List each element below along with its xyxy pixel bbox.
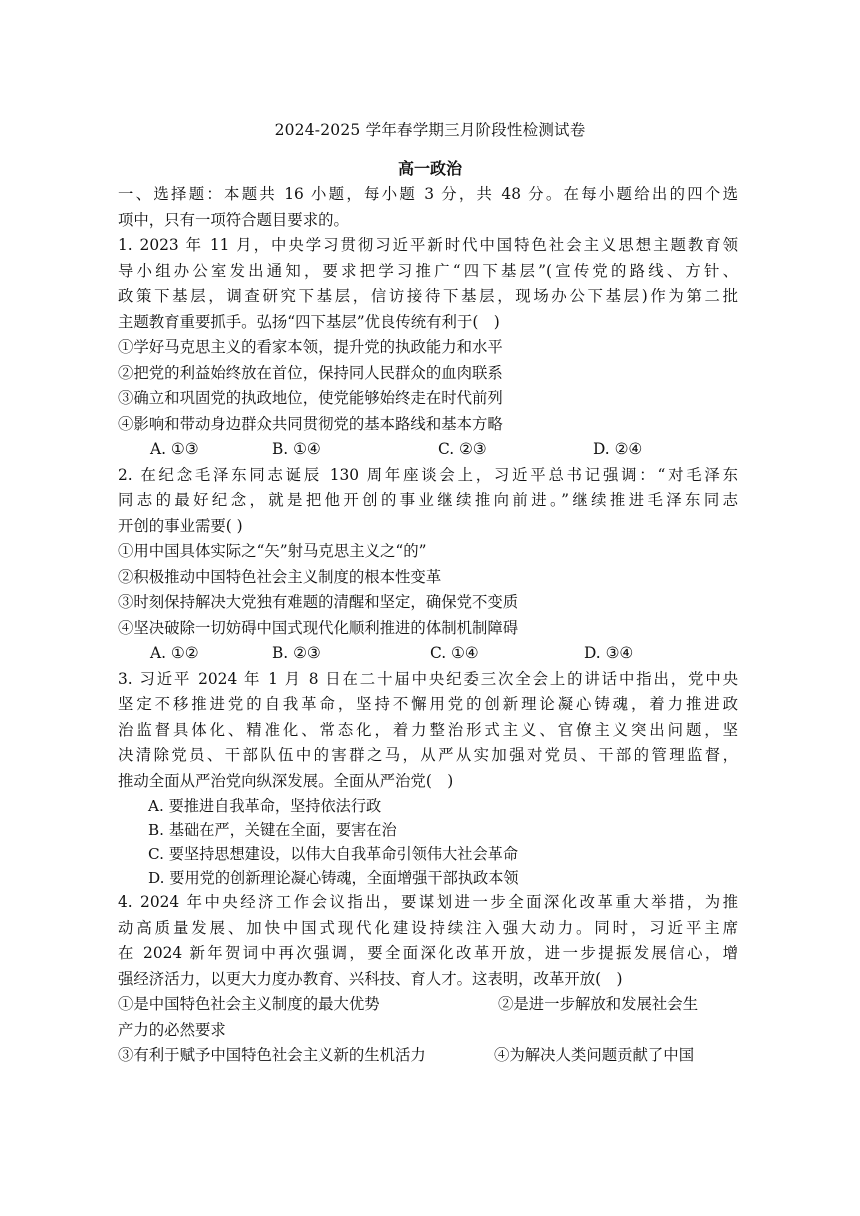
exam-content bbox=[118, 182, 738, 1069]
question-3-stem-line: 治监督具体化、精准化、常态化，着力整治形式主义、官僚主义突出问题，坚 bbox=[118, 720, 738, 739]
question-4-statement: ③有利于赋予中国特色社会主义新的生机活力 bbox=[118, 1046, 426, 1064]
question-4-statement-continued: 产力的必然要求 bbox=[118, 1020, 226, 1039]
question-1-statement: ①学好马克思主义的看家本领，提升党的执政能力和水平 bbox=[118, 338, 503, 356]
question-2-statement: ④坚决破除一切妨碍中国式现代化顺利推进的体制机制障碍 bbox=[118, 618, 519, 637]
question-2-stem-line: 开创的事业需要( ) bbox=[118, 516, 243, 535]
question-2-statement: ①用中国具体实际之“矢”射马克思主义之“的” bbox=[118, 542, 427, 560]
question-1-statement: ④影响和带动身边群众共同贯彻党的基本路线和基本方略 bbox=[118, 414, 503, 433]
question-1-stem-line: 政策下基层，调查研究下基层，信访接待下基层，现场办公下基层)作为第二批 bbox=[118, 287, 738, 305]
question-3-stem-line: 3. 习近平 2024 年 1 月 8 日在二十届中央纪委三次全会上的讲话中指出，党中央 bbox=[118, 669, 738, 688]
question-4-statement: ①是中国特色社会主义制度的最大优势 bbox=[118, 995, 380, 1013]
question-2-statement: ②积极推动中国特色社会主义制度的根本性变革 bbox=[118, 567, 442, 586]
exam-title: 2024-2025 学年春学期三月阶段性检测试卷 bbox=[274, 121, 586, 139]
question-2-stem-line: 2. 在纪念毛泽东同志诞辰 130 周年座谈会上，习近平总书记强调：“对毛泽东 bbox=[118, 465, 738, 484]
option-d: D. ③④ bbox=[584, 644, 634, 662]
option-b: B. 基础在严，关键在全面，要害在治 bbox=[148, 821, 397, 839]
option-c: C. 要坚持思想建设，以伟大自我革命引领伟大社会革命 bbox=[148, 845, 519, 863]
question-4-statement: ②是进一步解放和发展社会生 bbox=[498, 995, 699, 1013]
question-2-stem-line: 同志的最好纪念，就是把他开创的事业继续推向前进。”继续推进毛泽东同志 bbox=[118, 491, 738, 509]
question-1-stem-line: 主题教育重要抓手。弘扬“四下基层”优良传统有利于( ) bbox=[118, 312, 500, 331]
question-3-stem-line: 坚定不移推进党的自我革命，坚持不懈用党的创新理论凝心铸魂，着力推进政 bbox=[118, 695, 738, 713]
question-3-stem-line: 推动全面从严治党向纵深发展。全面从严治党( ) bbox=[118, 771, 454, 790]
section-instructions-line: 项中，只有一项符合题目要求的。 bbox=[118, 210, 349, 229]
section-instructions-line: 一、选择题：本题共 16 小题，每小题 3 分，共 48 分。在每小题给出的四个选 bbox=[118, 185, 738, 203]
question-4-stem-line: 强经济活力，以更大力度办教育、兴科技、育人才。这表明，改革开放( ) bbox=[118, 969, 623, 988]
question-4-stem-line: 在 2024 新年贺词中再次强调，要全面深化改革开放，进一步提振发展信心，增 bbox=[118, 944, 738, 962]
question-1-statement: ②把党的利益始终放在首位，保持同人民群众的血肉联系 bbox=[118, 363, 503, 382]
option-a: A. ①② bbox=[150, 644, 199, 662]
option-c: C. ②③ bbox=[438, 440, 487, 458]
question-1-options bbox=[118, 437, 738, 463]
question-4-statement-row bbox=[118, 992, 738, 1018]
option-a: A. ①③ bbox=[150, 440, 199, 458]
option-c: C. ①④ bbox=[430, 644, 479, 662]
option-a: A. 要推进自我革命，坚持依法行政 bbox=[148, 797, 382, 815]
question-4-stem-line: 动高质量发展、加快中国式现代化建设持续注入强大动力。同时，习近平主席 bbox=[118, 918, 738, 937]
question-1-stem-line: 导小组办公室发出通知，要求把学习推广“四下基层”(宣传党的路线、方针、 bbox=[118, 261, 738, 280]
option-b: B. ①④ bbox=[272, 440, 321, 458]
question-4-statement-row bbox=[118, 1043, 738, 1069]
option-d: D. 要用党的创新理论凝心铸魂，全面增强干部执政本领 bbox=[148, 869, 519, 887]
question-3-stem-line: 决清除党员、干部队伍中的害群之马，从严从实加强对党员、干部的管理监督， bbox=[118, 746, 738, 764]
question-1-statement: ③确立和巩固党的执政地位，使党能够始终走在时代前列 bbox=[118, 389, 503, 407]
question-2-statement: ③时刻保持解决大党独有难题的清醒和坚定，确保党不变质 bbox=[118, 593, 519, 611]
subject-title: 高一政治 bbox=[397, 159, 462, 178]
question-4-statement: ④为解决人类问题贡献了中国 bbox=[494, 1046, 695, 1064]
question-2-options bbox=[118, 641, 738, 667]
question-4-stem-line: 4. 2024 年中央经济工作会议指出，要谋划进一步全面深化改革重大举措，为推 bbox=[118, 893, 738, 911]
option-d: D. ②④ bbox=[593, 440, 643, 458]
question-1-stem-line: 1. 2023 年 11 月，中央学习贯彻习近平新时代中国特色社会主义思想主题教育领 bbox=[118, 236, 738, 254]
option-b: B. ②③ bbox=[272, 644, 321, 662]
